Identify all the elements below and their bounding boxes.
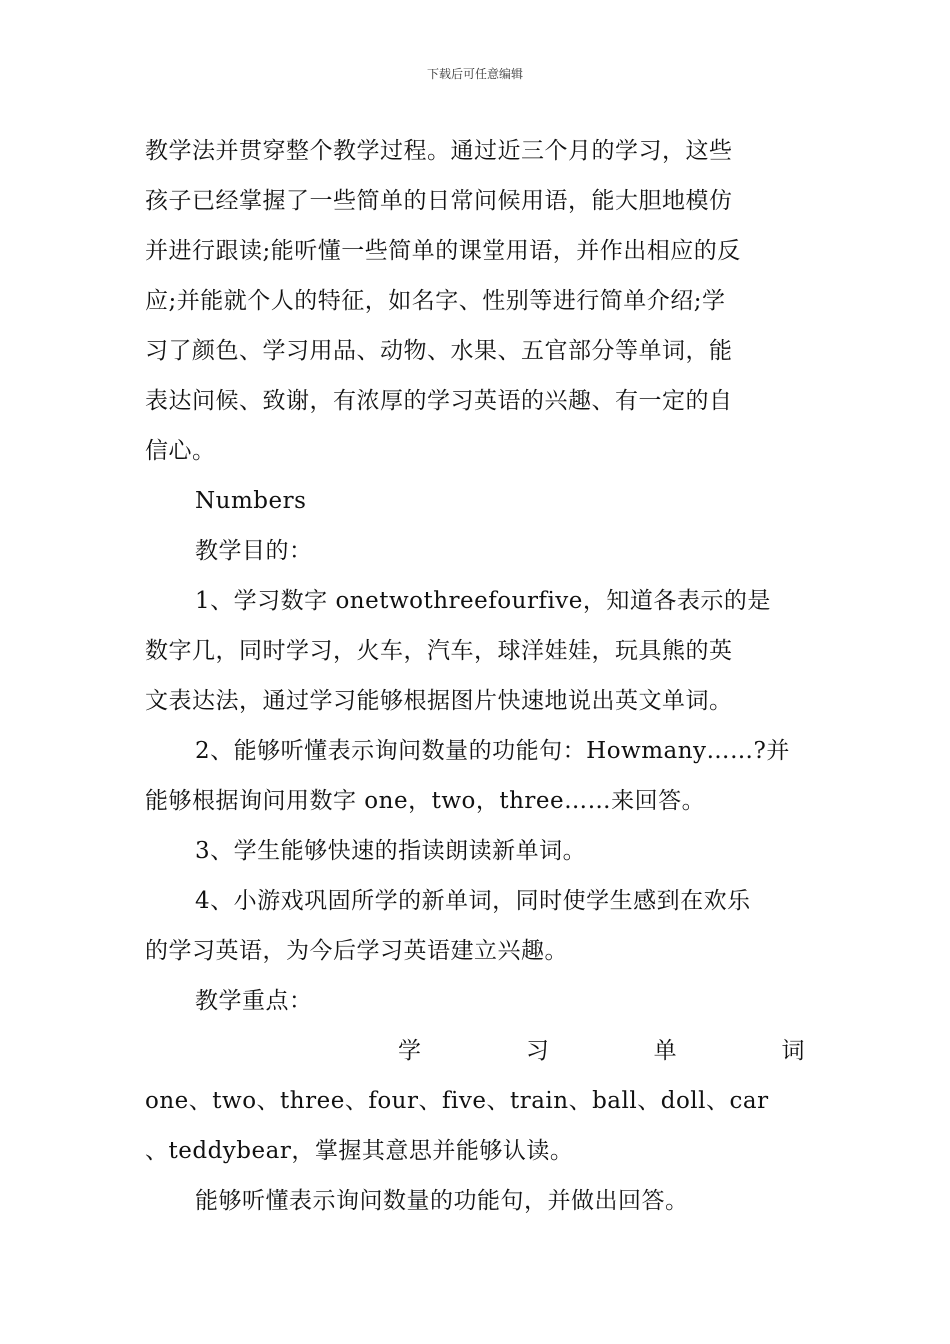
objective-3: 3、学生能够快速的指读朗读新单词。	[195, 838, 587, 864]
keypoint-1	[145, 1026, 805, 1176]
text-line: 2、能够听懂表示询问数量的功能句：Howmany……?并	[195, 738, 790, 764]
text-line: 、teddybear，掌握其意思并能够认读。	[145, 1138, 574, 1164]
keypoint-2: 能够听懂表示询问数量的功能句，并做出回答。	[195, 1188, 689, 1214]
keypoints-heading: 教学重点：	[195, 988, 313, 1014]
objective-4	[145, 876, 805, 976]
text-line: 文表达法，通过学习能够根据图片快速地说出英文单词。	[145, 688, 733, 714]
document-body	[145, 126, 805, 1226]
spread-char: 习	[525, 1038, 550, 1064]
spread-char: 学	[398, 1038, 422, 1064]
lesson-title: Numbers	[195, 488, 307, 514]
page-header: 下载后可任意编辑	[426, 67, 523, 81]
text-line: 习了颜色、学习用品、动物、水果、五官部分等单词，能	[145, 338, 733, 364]
text-line: 教学法并贯穿整个教学过程。通过近三个月的学习，这些	[145, 138, 733, 164]
text-line: 4、小游戏巩固所学的新单词，同时使学生感到在欢乐	[195, 888, 751, 914]
text-line: 并进行跟读;能听懂一些简单的课堂用语，并作出相应的反	[145, 238, 741, 264]
text-line: 信心。	[145, 438, 216, 464]
text-line: 能够根据询问用数字 one，two，three……来回答。	[145, 788, 706, 814]
spread-char: 单	[653, 1038, 678, 1064]
objective-2	[145, 726, 805, 826]
text-line: 的学习英语，为今后学习英语建立兴趣。	[145, 938, 568, 964]
objectives-heading: 教学目的：	[195, 538, 313, 564]
objective-1	[145, 576, 805, 726]
spread-char: 词	[781, 1038, 805, 1064]
text-line: 孩子已经掌握了一些简单的日常问候用语，能大胆地模仿	[145, 188, 733, 214]
text-line: 1、学习数字 onetwothreefourfive，知道各表示的是	[195, 588, 771, 614]
text-line: 表达问候、致谢，有浓厚的学习英语的兴趣、有一定的自	[145, 388, 733, 414]
text-line: one、two、three、four、five、train、ball、doll、car	[145, 1088, 769, 1114]
text-line: 应;并能就个人的特征，如名字、性别等进行简单介绍;学	[145, 288, 726, 314]
text-line: 数字几，同时学习，火车，汽车，球洋娃娃，玩具熊的英	[145, 638, 733, 664]
intro-paragraph	[145, 126, 805, 476]
spread-line	[145, 1026, 805, 1076]
